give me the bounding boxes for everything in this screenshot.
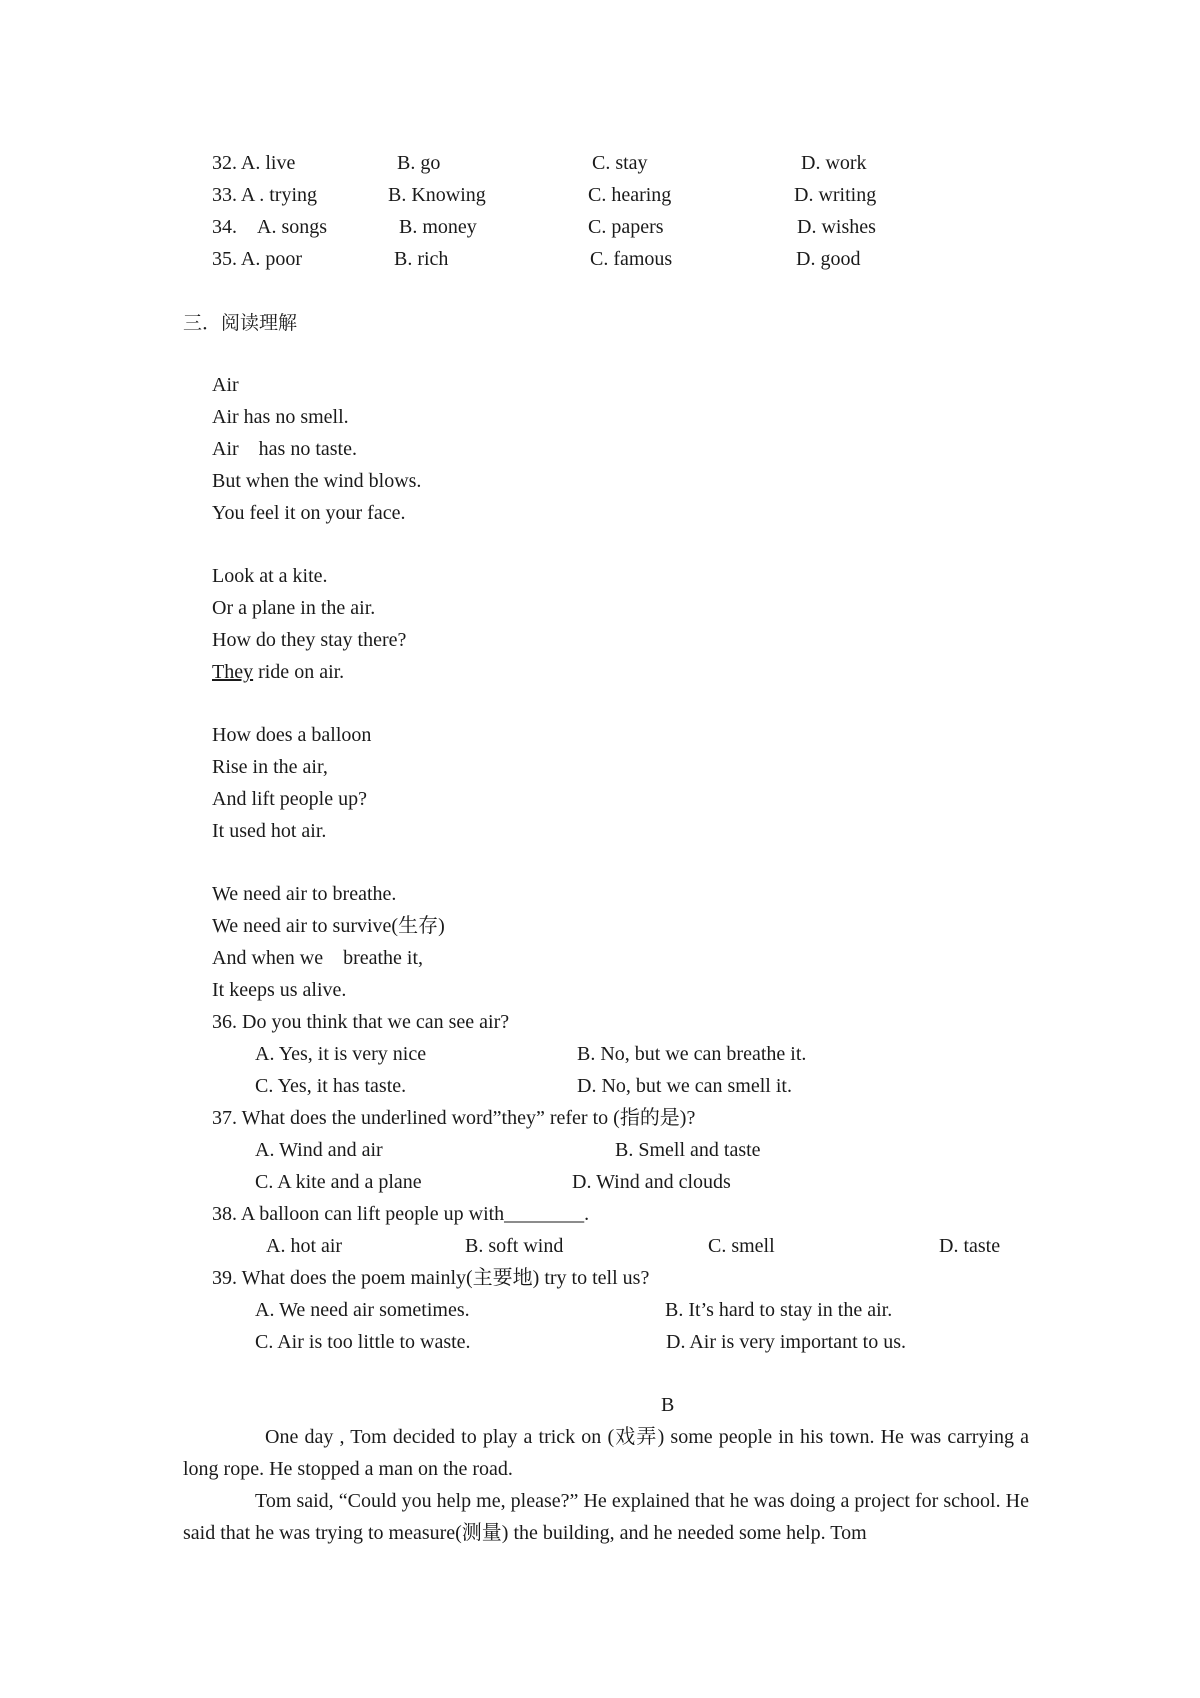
question-option: A. Yes, it is very nice <box>255 1043 427 1065</box>
question-stem: 38. A balloon can lift people up with________. <box>212 1203 590 1225</box>
option-32-b: B. go <box>397 152 441 174</box>
poem-line: And lift people up? <box>212 788 367 810</box>
underlined-word: They <box>212 661 254 683</box>
option-35-b: B. rich <box>394 248 449 270</box>
poem-title: Air <box>212 374 239 396</box>
poem-line: But when the wind blows. <box>212 470 422 492</box>
question-option: A. Wind and air <box>255 1139 383 1161</box>
poem-line: We need air to breathe. <box>212 883 397 905</box>
poem-line: Look at a kite. <box>212 565 328 587</box>
question-option: B. soft wind <box>465 1235 564 1257</box>
poem-line: You feel it on your face. <box>212 502 406 524</box>
poem-line: It keeps us alive. <box>212 979 347 1001</box>
poem-line <box>212 660 344 684</box>
poem-line: Or a plane in the air. <box>212 597 376 619</box>
option-33-d: D. writing <box>794 184 877 206</box>
poem-line: Air has no smell. <box>212 406 349 428</box>
poem-line-rest: ride on air. <box>258 661 345 683</box>
option-32-c: C. stay <box>592 152 648 174</box>
poem-line: And when we breathe it, <box>212 947 424 969</box>
option-32-d: D. work <box>801 152 867 174</box>
question-option: B. Smell and taste <box>615 1139 761 1161</box>
question-option: B. No, but we can breathe it. <box>577 1043 807 1065</box>
question-option: D. taste <box>939 1235 1001 1257</box>
question-stem: 37. What does the underlined word”they” refer to (指的是)? <box>212 1107 696 1129</box>
section-heading: 三．阅读理解 <box>183 312 298 334</box>
option-34-d: D. wishes <box>797 216 876 238</box>
poem-line: Rise in the air, <box>212 756 328 778</box>
question-option: D. Wind and clouds <box>572 1171 731 1193</box>
option-34-a: 34. A. songs <box>212 216 328 238</box>
question-option: C. Yes, it has taste. <box>255 1075 407 1097</box>
paragraph: One day , Tom decided to play a trick on (戏弄) some people in his town. He was carrying a long rope. He stopped a man on the road. <box>183 1426 1029 1480</box>
option-33-c: C. hearing <box>588 184 672 206</box>
option-35-d: D. good <box>796 248 861 270</box>
option-33-a: 33. A . trying <box>212 184 318 206</box>
question-option: A. hot air <box>266 1235 343 1257</box>
poem-line: How does a balloon <box>212 724 372 746</box>
poem-line: It used hot air. <box>212 820 327 842</box>
question-option: B. It’s hard to stay in the air. <box>665 1299 893 1321</box>
option-34-c: C. papers <box>588 216 664 238</box>
paragraph: Tom said, “Could you help me, please?” He explained that he was doing a project for school. He said that he was trying to measure(测量) the building, and he needed some help. Tom <box>183 1490 1029 1544</box>
question-option: D. Air is very important to us. <box>666 1331 906 1353</box>
option-34-b: B. money <box>399 216 477 238</box>
option-35-a: 35. A. poor <box>212 248 302 270</box>
poem-line: Air has no taste. <box>212 438 357 460</box>
question-stem: 39. What does the poem mainly(主要地) try to tell us? <box>212 1267 650 1289</box>
poem-line: How do they stay there? <box>212 629 407 651</box>
question-stem: 36. Do you think that we can see air? <box>212 1011 510 1033</box>
question-option: C. A kite and a plane <box>255 1171 422 1193</box>
question-option: C. Air is too little to waste. <box>255 1331 471 1353</box>
question-option: A. We need air sometimes. <box>255 1299 470 1321</box>
poem-line: We need air to survive(生存) <box>212 915 445 937</box>
question-option: D. No, but we can smell it. <box>577 1075 792 1097</box>
passage-label: B <box>661 1394 675 1416</box>
option-32-a: 32. A. live <box>212 152 296 174</box>
question-option: C. smell <box>708 1235 775 1257</box>
option-35-c: C. famous <box>590 248 673 270</box>
option-33-b: B. Knowing <box>388 184 486 206</box>
